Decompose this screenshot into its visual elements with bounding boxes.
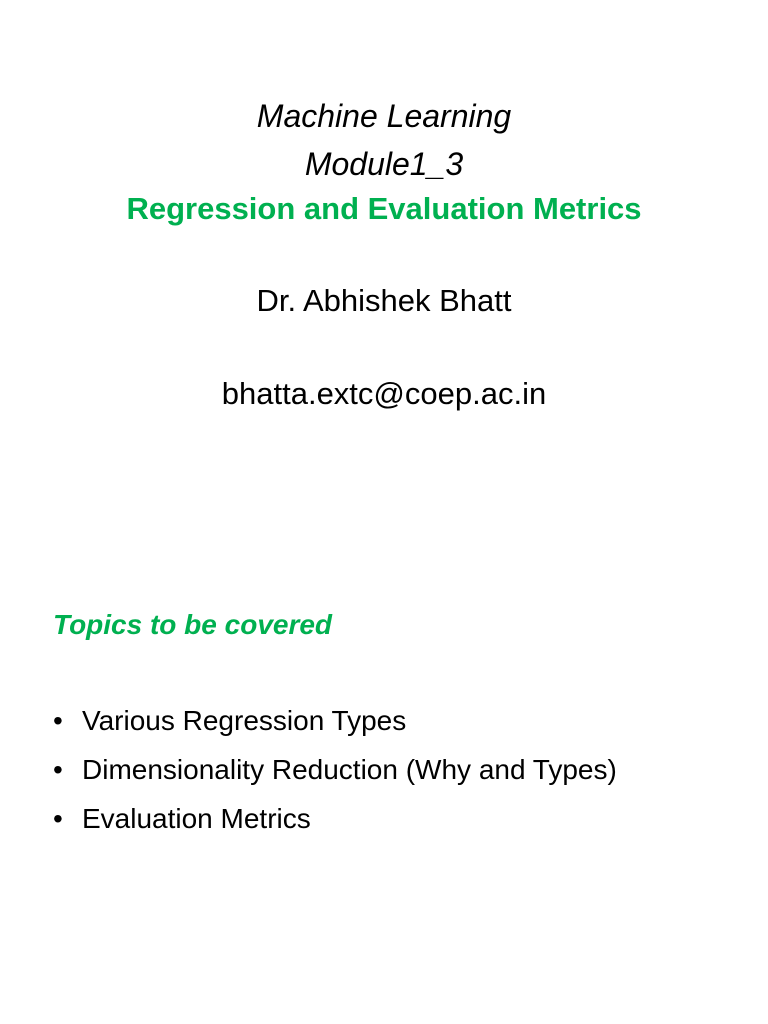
subject-title: Regression and Evaluation Metrics (126, 191, 642, 226)
module-title: Module1_3 (304, 146, 464, 182)
topic-label: Dimensionality Reduction (Why and Types) (82, 754, 617, 785)
course-title: Machine Learning (256, 98, 512, 134)
author-name: Dr. Abhishek Bhatt (256, 283, 512, 318)
topics-heading: Topics to be covered (53, 609, 333, 640)
topic-item (53, 756, 617, 805)
topic-item (53, 805, 617, 854)
bullet-icon: • (53, 705, 63, 736)
topic-label: Various Regression Types (82, 705, 407, 736)
author-email: bhatta.extc@coep.ac.in (221, 376, 547, 411)
topic-label: Evaluation Metrics (82, 803, 311, 834)
bullet-icon: • (53, 803, 63, 834)
topic-item (53, 707, 617, 756)
topics-list (53, 707, 617, 854)
bullet-icon: • (53, 754, 63, 785)
